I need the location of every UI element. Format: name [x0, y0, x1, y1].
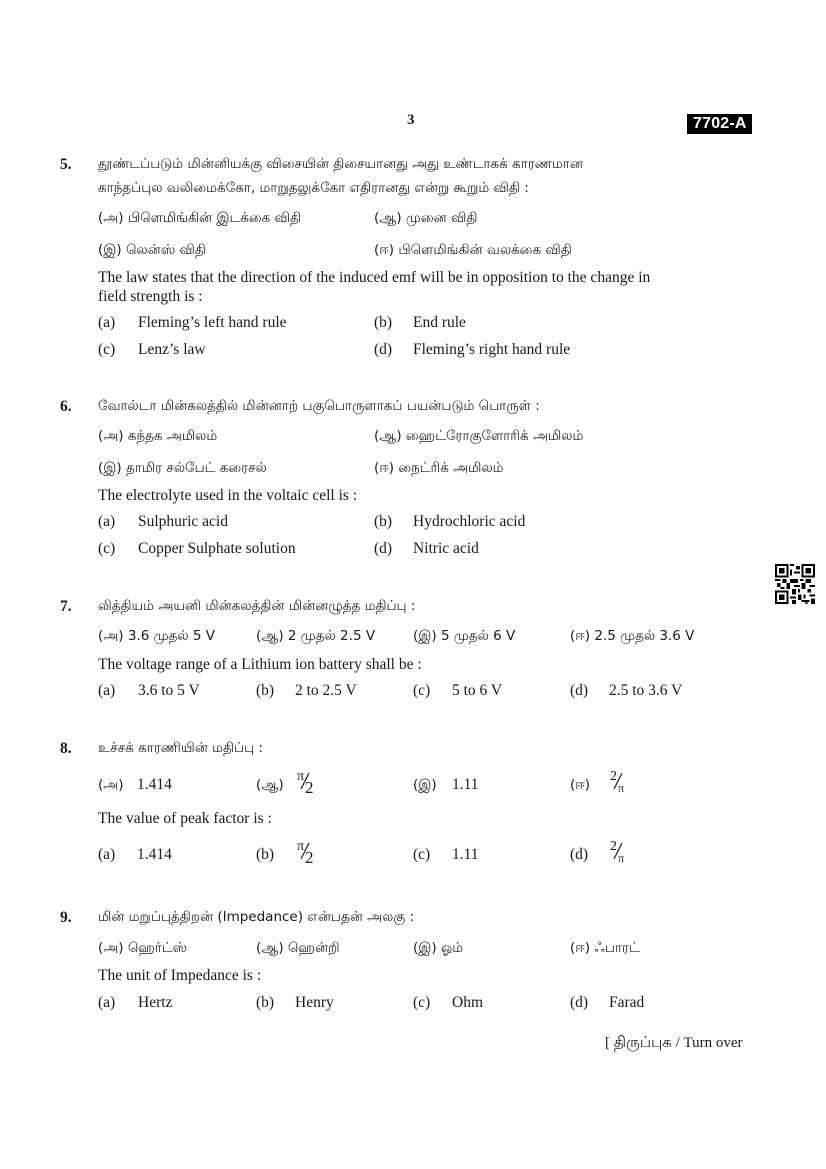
option-tamil-c: 1.11 [452, 776, 479, 793]
option-tamil-d-fraction [609, 771, 629, 793]
option-label-d: (d) [570, 682, 589, 699]
option-tamil-b: (ஆ) ஹென்றி [256, 940, 340, 956]
fraction-numerator: 2 [610, 839, 617, 854]
option-tamil-c: (இ) லென்ஸ் விதி [98, 242, 206, 258]
fraction-numerator: 2 [610, 769, 617, 784]
option-a: Hertz [138, 994, 173, 1011]
option-label-a: (a) [98, 314, 116, 331]
option-tamil-c: (இ) ஓம் [413, 940, 464, 956]
option-label-b: (b) [374, 513, 393, 530]
option-a: 3.6 to 5 V [138, 682, 200, 699]
question-number: 9. [60, 909, 72, 926]
question-text-english: field strength is : [98, 288, 203, 305]
option-c: Copper Sulphate solution [138, 540, 296, 557]
option-label-d: (d) [570, 994, 589, 1011]
question-number: 7. [60, 598, 72, 615]
option-a: Sulphuric acid [138, 513, 228, 530]
option-tamil-a: 1.414 [137, 776, 172, 793]
question-text-tamil: மின் மறுப்புத்திறன் (Impedance) என்பதன் அலகு : [98, 909, 415, 925]
option-c: 5 to 6 V [452, 682, 503, 699]
option-tamil-label-c: (இ) [413, 777, 437, 793]
question-text-tamil: லித்தியம் அயனி மின்கலத்தின் மின்னழுத்த மதிப்பு : [98, 598, 416, 614]
option-label-d: (d) [374, 540, 393, 557]
option-tamil-b: (ஆ) ஹைட்ரோகுளோரிக் அமிலம் [374, 428, 584, 444]
option-label-a: (a) [98, 682, 116, 699]
option-label-d: (d) [570, 846, 589, 863]
question-text-english: The law states that the direction of the induced emf will be in opposition to the change in [98, 269, 651, 286]
question-text-tamil: உச்சக் காரணியின் மதிப்பு : [98, 740, 263, 756]
option-d-fraction [609, 841, 629, 863]
question-text-english: The voltage range of a Lithium ion battery shall be : [98, 656, 422, 673]
fraction-denominator: π [618, 781, 625, 795]
question-text-english: The electrolyte used in the voltaic cell is : [98, 487, 358, 504]
question-number: 8. [60, 740, 72, 757]
option-label-d: (d) [374, 341, 393, 358]
option-d: 2.5 to 3.6 V [609, 682, 683, 699]
option-tamil-c: (இ) 5 முதல் 6 V [413, 628, 516, 644]
option-tamil-d: (ஈ) நைட்ரிக் அமிலம் [374, 460, 504, 476]
option-tamil-b: (ஆ) 2 முதல் 2.5 V [256, 628, 376, 644]
option-b: End rule [413, 314, 466, 331]
option-tamil-label-a: (அ) [98, 777, 124, 793]
option-tamil-label-b: (ஆ) [256, 777, 284, 793]
turn-over-note: [ திருப்புக / Turn over [605, 1035, 743, 1051]
page-number: 3 [407, 112, 415, 128]
option-label-c: (c) [98, 341, 116, 358]
option-tamil-a: (அ) ஹெர்ட்ஸ் [98, 940, 188, 956]
option-b: 2 to 2.5 V [295, 682, 357, 699]
option-label-c: (c) [413, 846, 431, 863]
option-tamil-b: (ஆ) முனை விதி [374, 210, 478, 226]
option-label-a: (a) [98, 846, 116, 863]
option-d: Nitric acid [413, 540, 479, 557]
option-tamil-c: (இ) தாமிர சல்பேட் கரைசல் [98, 460, 267, 476]
option-tamil-d: (ஈ) ஃபாரட் [570, 940, 640, 956]
option-tamil-d: (ஈ) பிளெமிங்கின் வலக்கை விதி [374, 242, 572, 258]
option-label-b: (b) [256, 846, 275, 863]
option-c: 1.11 [452, 846, 479, 863]
question-text-tamil: காந்தப்புல வலிமைக்கோ, மாறுதலுக்கோ எதிரானது என்று கூறும் விதி : [98, 180, 529, 196]
paper-code-badge: 7702-A [687, 114, 752, 134]
option-b-fraction [296, 839, 316, 867]
fraction-numerator: π [297, 839, 305, 854]
option-tamil-b-fraction [296, 769, 316, 797]
question-number: 5. [60, 156, 72, 173]
option-a: Fleming’s left hand rule [138, 314, 287, 331]
question-text-tamil: தூண்டப்படும் மின்னியக்கு விசையின் திசையானது அது உண்டாகக் காரணமான [98, 156, 583, 172]
option-tamil-d: (ஈ) 2.5 முதல் 3.6 V [570, 628, 695, 644]
question-text-english: The value of peak factor is : [98, 810, 272, 827]
fraction-denominator: 2 [305, 778, 314, 797]
option-tamil-a: (அ) 3.6 முதல் 5 V [98, 628, 215, 644]
fraction-denominator: π [618, 851, 625, 865]
option-c: Lenz’s law [138, 341, 206, 358]
option-a: 1.414 [137, 846, 172, 863]
option-label-a: (a) [98, 513, 116, 530]
qr-code [775, 564, 815, 604]
option-label-b: (b) [256, 682, 275, 699]
option-d: Farad [609, 994, 645, 1011]
option-label-c: (c) [413, 994, 431, 1011]
fraction-denominator: 2 [305, 848, 314, 867]
option-label-b: (b) [374, 314, 393, 331]
option-tamil-a: (அ) பிளெமிங்கின் இடக்கை விதி [98, 210, 302, 226]
fraction-numerator: π [297, 769, 305, 784]
option-label-c: (c) [98, 540, 116, 557]
option-tamil-label-d: (ஈ) [570, 777, 591, 793]
option-b: Henry [295, 994, 334, 1011]
option-b: Hydrochloric acid [413, 513, 526, 530]
question-text-tamil: வோல்டா மின்கலத்தில் மின்னாற் பகுபொருளாகப் பயன்படும் பொருள் : [98, 398, 540, 414]
question-number: 6. [60, 398, 72, 415]
option-d: Fleming’s right hand rule [413, 341, 571, 358]
option-c: Ohm [452, 994, 483, 1011]
option-label-b: (b) [256, 994, 275, 1011]
question-text-english: The unit of Impedance is : [98, 967, 262, 984]
option-label-a: (a) [98, 994, 116, 1011]
option-label-c: (c) [413, 682, 431, 699]
option-tamil-a: (அ) கந்தக அமிலம் [98, 428, 218, 444]
